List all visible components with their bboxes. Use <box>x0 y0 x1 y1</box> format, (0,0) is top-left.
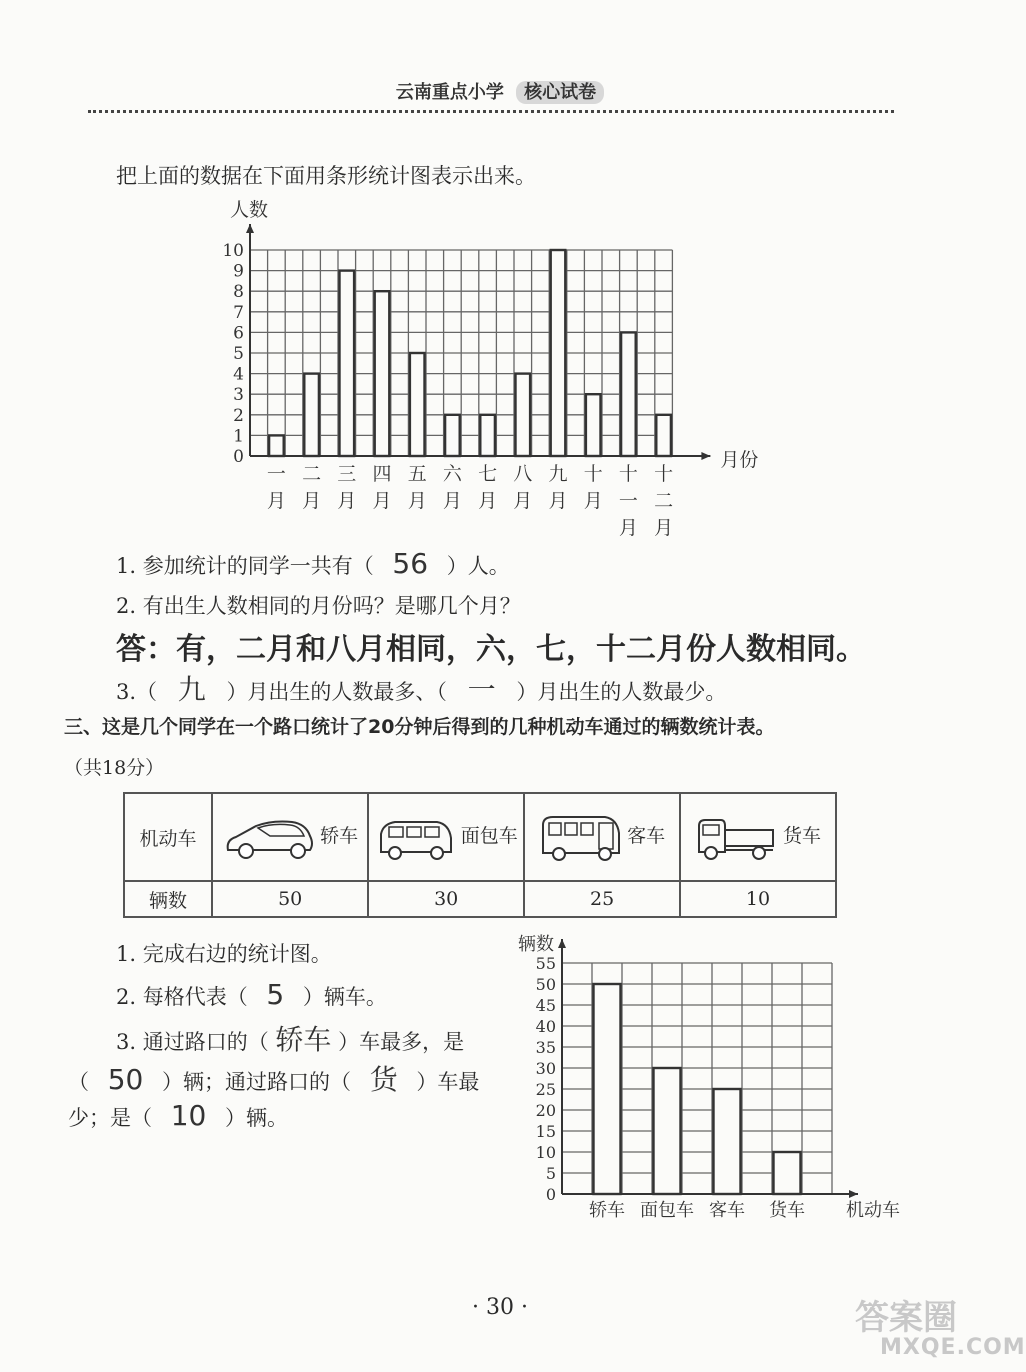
table-header-count: 辆数 <box>124 881 212 917</box>
header-divider <box>88 110 894 113</box>
x-category-label: 月 <box>618 517 638 539</box>
question-3 <box>116 668 726 708</box>
sedan-label: 轿车 <box>320 825 359 847</box>
x-category-label: 月 <box>513 490 533 512</box>
q3-prefix: 3.（ <box>116 680 158 704</box>
s2-prefix: 2. 每格代表（ <box>116 985 248 1009</box>
y-tick-label: 20 <box>535 1101 556 1120</box>
watermark-logo: 答案圈 <box>855 1298 957 1338</box>
s3c-answer: 10 <box>170 1099 207 1132</box>
watermark-url: MXQE.COM <box>880 1335 1026 1360</box>
page-header <box>0 78 1000 104</box>
cell-bus <box>524 793 680 881</box>
x-category-label: 月 <box>478 490 498 512</box>
s3a-answer: 轿车 <box>275 1023 332 1056</box>
y-axis-arrow <box>558 939 566 948</box>
q3-answer-least: 一 <box>467 673 496 706</box>
bar <box>375 291 390 456</box>
y-tick-label: 6 <box>233 323 244 344</box>
s3b-middle: ）辆；通过路口的（ <box>162 1070 352 1094</box>
sub-question-3-line3 <box>68 1099 288 1132</box>
bar <box>551 250 566 456</box>
month-bar-chart <box>200 190 760 540</box>
s3c-prefix: 少；是（ <box>68 1106 152 1130</box>
x-axis-arrow <box>849 1190 858 1198</box>
count-truck: 10 <box>680 881 836 917</box>
question-2: 2. 有出生人数相同的月份吗？是哪几个月？ <box>116 594 521 618</box>
q1-answer: 56 <box>392 547 429 580</box>
y-tick-label: 40 <box>535 1017 556 1036</box>
y-tick-label: 0 <box>545 1185 556 1204</box>
x-category-label: 月 <box>266 490 286 512</box>
sub-question-2 <box>116 978 387 1011</box>
x-axis-arrow <box>701 452 710 460</box>
y-tick-label: 4 <box>233 364 244 385</box>
y-tick-label: 2 <box>233 405 244 426</box>
bar <box>594 984 621 1194</box>
q1-suffix: ）人。 <box>446 554 510 578</box>
y-tick-label: 0 <box>233 447 244 467</box>
x-category-label: 轿车 <box>589 1200 625 1221</box>
bar <box>304 374 319 456</box>
x-category-label: 月 <box>302 490 322 512</box>
x-category-label: 四 <box>372 463 392 485</box>
bar <box>654 1068 681 1194</box>
x-category-label: 货车 <box>769 1200 805 1221</box>
x-category-label: 月 <box>407 490 427 512</box>
y-tick-label: 30 <box>535 1059 556 1078</box>
y-tick-label: 15 <box>535 1122 556 1141</box>
x-axis-label: 月份 <box>720 449 759 471</box>
y-tick-label: 55 <box>535 954 556 973</box>
bar <box>621 332 636 456</box>
minivan-label: 面包车 <box>460 825 518 847</box>
y-tick-label: 5 <box>233 344 244 364</box>
y-axis-arrow <box>246 224 254 233</box>
x-category-label: 三 <box>337 463 357 485</box>
bar <box>586 394 601 456</box>
y-tick-label: 5 <box>545 1164 556 1183</box>
x-axis-label: 机动车 <box>846 1200 900 1221</box>
sub-question-3-line2 <box>68 1058 479 1098</box>
x-category-label: 月 <box>583 490 603 512</box>
q1-prefix: 1. 参加统计的同学一共有（ <box>116 554 374 578</box>
count-minivan: 30 <box>368 881 524 917</box>
question-1 <box>116 547 510 580</box>
x-category-label: 七 <box>478 463 498 485</box>
x-category-label: 月 <box>654 517 674 539</box>
vehicle-bar-chart <box>510 928 900 1228</box>
x-category-label: 客车 <box>709 1200 745 1221</box>
x-category-label: 月 <box>372 490 392 512</box>
table-header-vehicle: 机动车 <box>124 793 212 881</box>
y-tick-label: 7 <box>233 302 244 323</box>
cell-minivan <box>368 793 524 881</box>
x-category-label: 二 <box>302 463 322 485</box>
vehicle-table <box>123 792 837 918</box>
bar <box>445 415 460 456</box>
header-series: 核心试卷 <box>516 81 604 104</box>
x-category-label: 六 <box>442 463 462 485</box>
x-category-label: 二 <box>654 490 674 512</box>
y-tick-label: 10 <box>222 241 244 261</box>
x-category-label: 月 <box>442 490 462 512</box>
page-number: · 30 · <box>472 1295 528 1320</box>
q3-suffix: ）月出生的人数最少。 <box>516 680 727 704</box>
q3-answer-most: 九 <box>177 673 206 706</box>
bus-icon <box>539 809 621 865</box>
bar <box>516 374 531 456</box>
section3-points: （共18分） <box>64 757 165 779</box>
s3b-answer-vehicle: 货 <box>369 1063 398 1096</box>
bus-label: 客车 <box>627 825 666 847</box>
sub-question-1: 1. 完成右边的统计图。 <box>116 942 332 966</box>
s3b-suffix: ）车最 <box>416 1070 480 1094</box>
x-category-label: 九 <box>548 463 568 485</box>
question-2-answer: 答：有，二月和八月相同，六，七，十二月份人数相同。 <box>116 632 866 667</box>
y-tick-label: 8 <box>233 282 244 303</box>
y-tick-label: 45 <box>535 996 556 1015</box>
intro-text: 把上面的数据在下面用条形统计图表示出来。 <box>116 164 536 188</box>
bar <box>774 1152 801 1194</box>
x-category-label: 一 <box>618 490 638 512</box>
section3-title: 三、这是几个同学在一个路口统计了20分钟后得到的几种机动车通过的辆数统计表。 <box>64 716 775 738</box>
x-category-label: 面包车 <box>640 1200 694 1221</box>
y-tick-label: 3 <box>233 385 244 406</box>
y-tick-label: 9 <box>233 261 244 282</box>
s2-suffix: ）辆车。 <box>302 985 387 1009</box>
truck-icon <box>695 810 777 864</box>
count-bus: 25 <box>524 881 680 917</box>
x-category-label: 十 <box>618 463 638 485</box>
truck-label: 货车 <box>783 825 822 847</box>
cell-truck <box>680 793 836 881</box>
sedan-icon <box>222 810 314 864</box>
sub-question-3-line1 <box>116 1018 464 1058</box>
x-category-label: 八 <box>513 463 533 485</box>
bar <box>269 435 284 456</box>
header-school: 云南重点小学 <box>395 82 504 103</box>
x-category-label: 十 <box>583 463 603 485</box>
q3-middle: ）月出生的人数最多、（ <box>226 680 447 704</box>
cell-sedan <box>212 793 368 881</box>
bar <box>480 415 495 456</box>
s3a-prefix: 3. 通过路口的（ <box>116 1030 269 1054</box>
count-sedan: 50 <box>212 881 368 917</box>
y-tick-label: 25 <box>535 1080 556 1099</box>
minivan-icon <box>375 810 455 864</box>
s3c-suffix: ）辆。 <box>225 1106 289 1130</box>
y-tick-label: 10 <box>535 1143 556 1162</box>
bar <box>340 271 355 456</box>
s3b-answer-count: 50 <box>107 1063 144 1096</box>
x-category-label: 一 <box>266 463 286 485</box>
y-axis-label: 人数 <box>230 199 269 221</box>
y-tick-label: 35 <box>535 1038 556 1057</box>
s3b-prefix: （ <box>68 1070 89 1094</box>
x-category-label: 十 <box>654 463 674 485</box>
bar <box>656 415 671 456</box>
x-category-label: 五 <box>407 463 427 485</box>
y-tick-label: 1 <box>233 426 244 447</box>
x-category-label: 月 <box>337 490 357 512</box>
x-category-label: 月 <box>548 490 568 512</box>
y-tick-label: 50 <box>535 975 556 994</box>
bar <box>410 353 425 456</box>
s2-answer: 5 <box>266 978 285 1011</box>
y-axis-label: 辆数 <box>518 934 554 955</box>
s3a-suffix: ）车最多，是 <box>338 1030 465 1054</box>
bar <box>714 1089 741 1194</box>
